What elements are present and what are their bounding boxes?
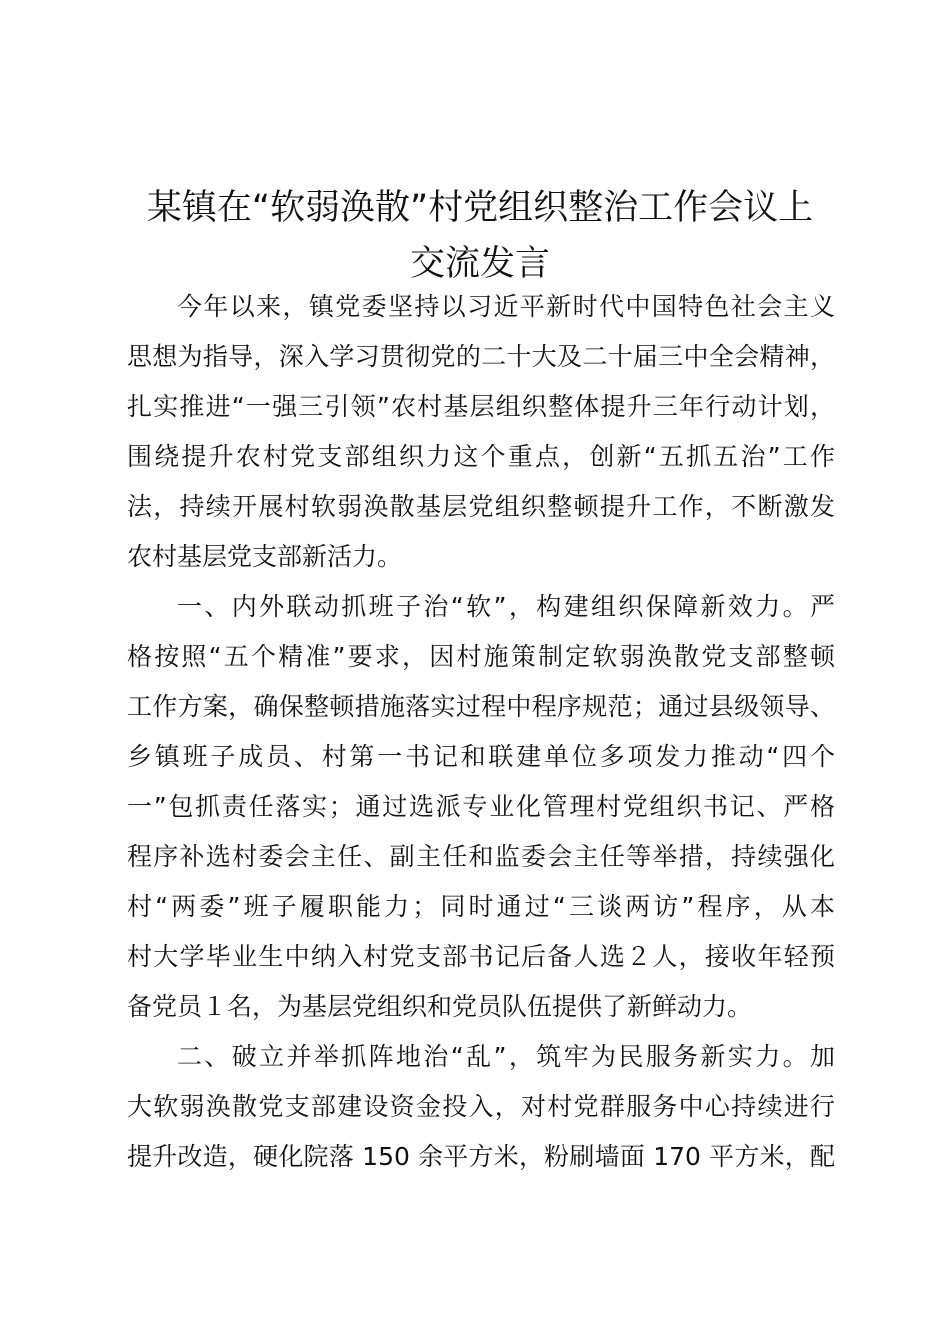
- text-line: 大软弱涣散党支部建设资金投入，对村党群服务中心持续进行: [127, 1092, 835, 1121]
- document-title: [110, 180, 850, 292]
- text-line: 围绕提升农村党支部组织力这个重点，创新“五抓五治”工作: [127, 442, 835, 471]
- title-line-1: 某镇在“软弱涣散”村党组织整治工作会议上: [146, 188, 814, 228]
- text-line: 格按照“五个精准”要求，因村施策制定软弱涣散党支部整顿: [127, 642, 835, 671]
- document-body: [127, 282, 835, 1182]
- paragraph-intro: [127, 282, 835, 582]
- text-line: 思想为指导，深入学习贯彻党的二十大及二十届三中全会精神，: [127, 342, 835, 371]
- text-line: 提升改造，硬化院落 150 余平方米，粉刷墙面 170 平方米，配: [127, 1142, 835, 1171]
- paragraph-section-2: [127, 1032, 835, 1182]
- text-line: 村大学毕业生中纳入村党支部书记后备人选２人，接收年轻预: [127, 942, 835, 971]
- paragraph-section-1: [127, 582, 835, 1032]
- text-line: 工作方案，确保整顿措施落实过程中程序规范；通过县级领导、: [127, 692, 835, 721]
- title-line-2: 交流发言: [409, 244, 550, 284]
- text-line: 法，持续开展村软弱涣散基层党组织整顿提升工作，不断激发: [127, 492, 835, 521]
- text-line: 农村基层党支部新活力。: [127, 542, 403, 571]
- text-line: 一、内外联动抓班子治“软”，构建组织保障新效力。严: [177, 592, 835, 621]
- text-line: 乡镇班子成员、村第一书记和联建单位多项发力推动“四个: [127, 742, 835, 771]
- text-line: 扎实推进“一强三引领”农村基层组织整体提升三年行动计划，: [127, 392, 835, 421]
- text-line: 村“两委”班子履职能力；同时通过“三谈两访”程序，从本: [127, 892, 835, 921]
- text-line: 二、破立并举抓阵地治“乱”，筑牢为民服务新实力。加: [177, 1042, 835, 1071]
- text-line: 一”包抓责任落实；通过选派专业化管理村党组织书记、严格: [127, 792, 835, 821]
- text-line: 程序补选村委会主任、副主任和监委会主任等举措，持续强化: [127, 842, 835, 871]
- text-line: 今年以来，镇党委坚持以习近平新时代中国特色社会主义: [177, 292, 835, 321]
- text-line: 备党员１名，为基层党组织和党员队伍提供了新鲜动力。: [127, 992, 753, 1021]
